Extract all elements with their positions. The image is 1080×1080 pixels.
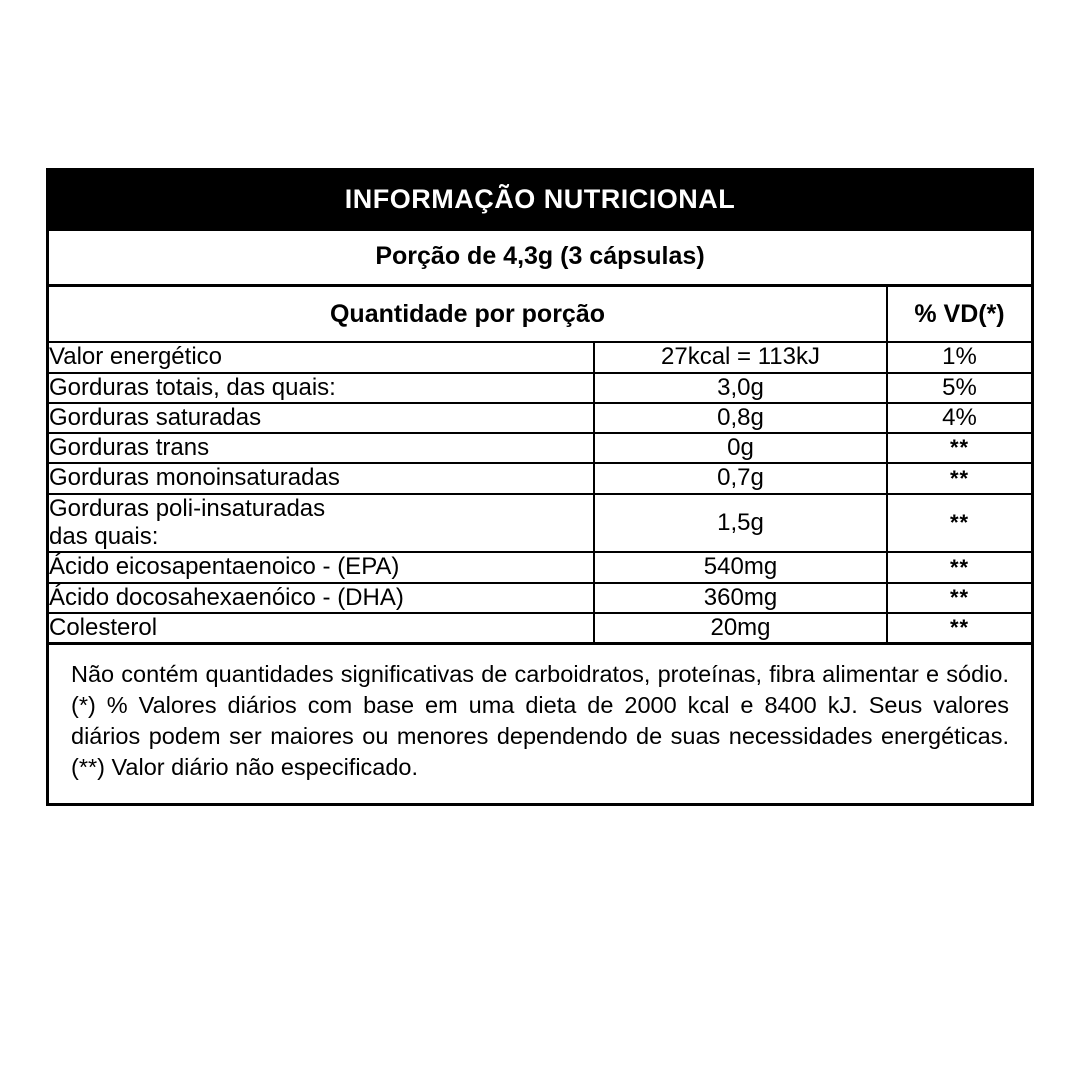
nutrient-value: 1,5g (594, 494, 887, 553)
nutrient-value: 360mg (594, 583, 887, 613)
nutrient-value: 0g (594, 433, 887, 463)
nutrient-name-line1: Gorduras poli-insaturadas (49, 494, 326, 522)
nutrient-name: Valor energético (49, 342, 594, 372)
nutrient-name: Gorduras trans (49, 433, 594, 463)
table-row (49, 433, 1031, 463)
nutrient-dv: ** (887, 552, 1031, 582)
nutrient-dv: 5% (887, 373, 1031, 403)
nutrient-value: 20mg (594, 613, 887, 644)
nutrition-table (49, 287, 1031, 645)
serving-size-text: Porção de 4,3g (3 cápsulas) (49, 231, 1031, 288)
nutrient-name: Ácido eicosapentaenoico - (EPA) (49, 552, 594, 582)
nutrient-dv: ** (887, 433, 1031, 463)
nutrient-value: 27kcal = 113kJ (594, 342, 887, 372)
column-header-amount: Quantidade por porção (49, 287, 887, 342)
table-row (49, 373, 1031, 403)
table-row (49, 583, 1031, 613)
nutrient-value: 3,0g (594, 373, 887, 403)
table-row (49, 494, 1031, 553)
table-header-row (49, 287, 1031, 342)
nutrient-name-line2: das quais: (49, 523, 159, 551)
nutrient-name: Gorduras monoinsaturadas (49, 463, 594, 493)
table-row (49, 552, 1031, 582)
nutrient-value: 0,7g (594, 463, 887, 493)
nutrient-value: 540mg (594, 552, 887, 582)
nutrient-dv: ** (887, 494, 1031, 553)
column-header-dv: % VD(*) (887, 287, 1031, 342)
nutrient-name-multiline (49, 494, 594, 553)
footnote-text: Não contém quantidades significativas de carboidratos, proteínas, fibra alimentar e sódio. (*) % Valores diários com base em uma dieta de 2000 kcal e 8400 kJ. Seus valores diários podem ser maiores ou menores dependendo de suas necessidades energéticas. (**) Valor diário não especificado. (71, 661, 1009, 781)
nutrient-name: Ácido docosahexaenóico - (DHA) (49, 583, 594, 613)
table-row (49, 403, 1031, 433)
nutrient-dv: 4% (887, 403, 1031, 433)
table-row (49, 342, 1031, 372)
nutrient-name: Colesterol (49, 613, 594, 644)
nutrient-dv: ** (887, 463, 1031, 493)
table-row (49, 463, 1031, 493)
nutrient-dv: 1% (887, 342, 1031, 372)
nutrition-facts-panel (46, 168, 1034, 806)
nutrient-dv: ** (887, 583, 1031, 613)
nutrient-value: 0,8g (594, 403, 887, 433)
table-row (49, 613, 1031, 644)
nutrient-name: Gorduras saturadas (49, 403, 594, 433)
panel-title: INFORMAÇÃO NUTRICIONAL (49, 171, 1031, 231)
nutrient-name: Gorduras totais, das quais: (49, 373, 594, 403)
nutrient-dv: ** (887, 613, 1031, 644)
